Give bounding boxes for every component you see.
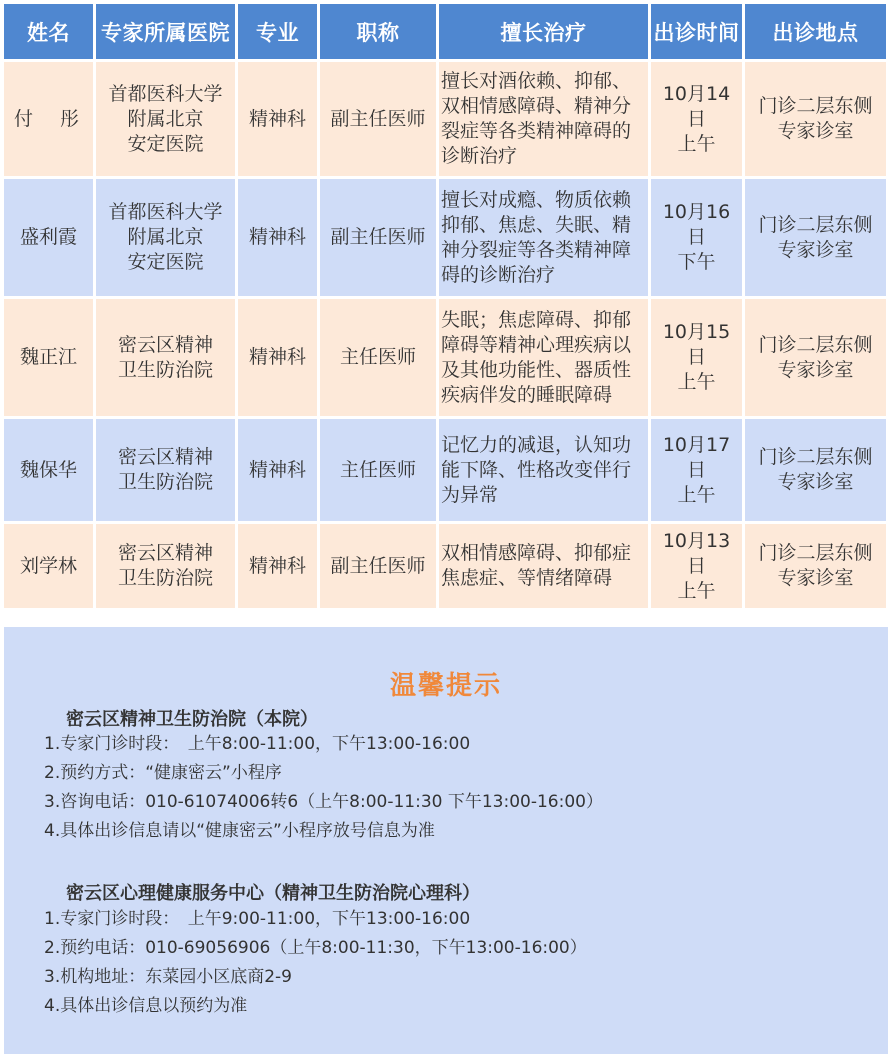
table-header-row: [4, 4, 886, 59]
header-expertise: 擅长治疗: [439, 4, 648, 59]
header-name: 姓名: [4, 4, 93, 59]
doctor-name: 魏保华: [4, 419, 93, 521]
doctor-expertise: 擅长对成瘾、物质依赖抑郁、焦虑、失眠、精神分裂症等各类精神障碍的诊断治疗: [439, 179, 648, 296]
doctor-specialty: 精神科: [238, 179, 317, 296]
header-hospital: 专家所属医院: [96, 4, 235, 59]
doctor-title: 副主任医师: [320, 179, 436, 296]
notice-list-psych-center: [44, 905, 587, 1021]
doctor-expertise: 擅长对酒依赖、抑郁、双相情感障碍、精神分裂症等各类精神障碍的诊断治疗: [439, 62, 648, 176]
list-item: 2.预约方式：“健康密云”小程序: [44, 763, 282, 783]
table-row: [4, 524, 886, 608]
doctor-title: 副主任医师: [320, 524, 436, 608]
doctor-specialty: 精神科: [238, 299, 317, 416]
clinic-time: 10月17日 上午: [651, 419, 742, 521]
section-title-psych-center: 密云区心理健康服务中心（精神卫生防治院心理科）: [66, 883, 480, 904]
doctor-expertise: 失眠；焦虑障碍、抑郁障碍等精神心理疾病以及其他功能性、器质性疾病伴发的睡眠障碍: [439, 299, 648, 416]
list-item: 2.预约电话：010-69056906（上午8:00-11:30，下午13:00-16:00）: [44, 938, 587, 958]
notice-list-main-hospital: [44, 730, 603, 846]
doctor-title: 副主任医师: [320, 62, 436, 176]
notice-title: 温馨提示: [389, 671, 502, 701]
clinic-location: 门诊二层东侧 专家诊室: [745, 179, 886, 296]
list-item: 3.咨询电话：010-61074006转6（上午8:00-11:30 下午13:00-16:00）: [44, 792, 603, 812]
table-row: [4, 179, 886, 296]
header-location: 出诊地点: [745, 4, 886, 59]
doctor-name: 付 彤: [4, 62, 93, 176]
clinic-time: 10月14日 上午: [651, 62, 742, 176]
doctor-specialty: 精神科: [238, 524, 317, 608]
doctor-title: 主任医师: [320, 419, 436, 521]
list-item: 1.专家门诊时段： 上午9:00-11:00，下午13:00-16:00: [44, 909, 471, 929]
table-row: [4, 419, 886, 521]
clinic-time: 10月15日 上午: [651, 299, 742, 416]
doctor-specialty: 精神科: [238, 419, 317, 521]
clinic-time: 10月13日 上午: [651, 524, 742, 608]
doctor-name: 盛利霞: [4, 179, 93, 296]
list-item: 1.专家门诊时段： 上午8:00-11:00，下午13:00-16:00: [44, 734, 471, 754]
table-row: [4, 62, 886, 176]
clinic-location: 门诊二层东侧 专家诊室: [745, 524, 886, 608]
clinic-time: 10月16日 下午: [651, 179, 742, 296]
section-title-main-hospital: 密云区精神卫生防治院（本院）: [66, 709, 318, 730]
list-item: 3.机构地址：东菜园小区底商2-9: [44, 967, 292, 987]
doctor-expertise: 记忆力的减退，认知功能下降、性格改变伴行为异常: [439, 419, 648, 521]
doctor-name: 魏正江: [4, 299, 93, 416]
expert-schedule-table: [1, 1, 889, 611]
notice-panel: [4, 627, 888, 1054]
clinic-location: 门诊二层东侧 专家诊室: [745, 299, 886, 416]
doctor-hospital: 首都医科大学 附属北京 安定医院: [96, 179, 235, 296]
clinic-location: 门诊二层东侧 专家诊室: [745, 419, 886, 521]
header-title: 职称: [320, 4, 436, 59]
doctor-expertise: 双相情感障碍、抑郁症焦虑症、等情绪障碍: [439, 524, 648, 608]
header-specialty: 专业: [238, 4, 317, 59]
doctor-hospital: 首都医科大学 附属北京 安定医院: [96, 62, 235, 176]
doctor-hospital: 密云区精神 卫生防治院: [96, 419, 235, 521]
table-row: [4, 299, 886, 416]
header-time: 出诊时间: [651, 4, 742, 59]
doctor-hospital: 密云区精神 卫生防治院: [96, 299, 235, 416]
doctor-title: 主任医师: [320, 299, 436, 416]
list-item: 4.具体出诊信息以预约为准: [44, 996, 248, 1016]
clinic-location: 门诊二层东侧 专家诊室: [745, 62, 886, 176]
doctor-specialty: 精神科: [238, 62, 317, 176]
doctor-name: 刘学林: [4, 524, 93, 608]
list-item: 4.具体出诊信息请以“健康密云”小程序放号信息为准: [44, 821, 435, 841]
doctor-hospital: 密云区精神 卫生防治院: [96, 524, 235, 608]
